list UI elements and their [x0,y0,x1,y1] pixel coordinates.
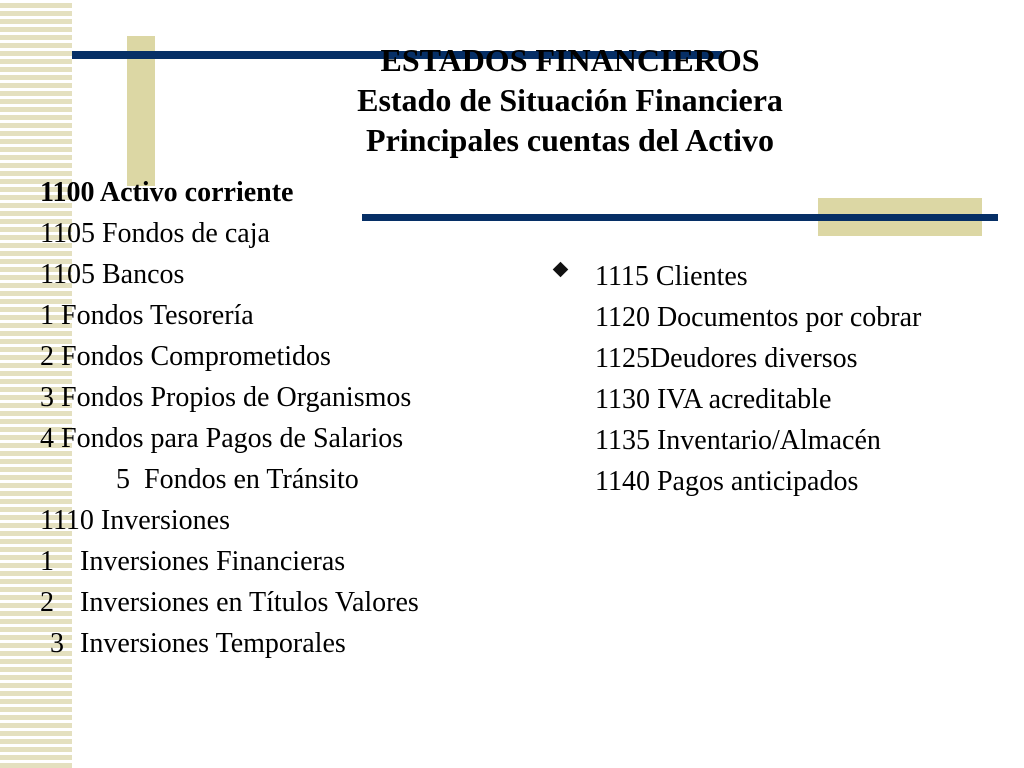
item-label: Inversiones Temporales [80,628,346,659]
list-item-inventario: 1135 Inventario/Almacén [595,425,881,456]
list-item-transito: 5 Fondos en Tránsito [116,464,359,495]
list-item-bancos: 1105 Bancos [40,259,185,290]
title-line-2: Estado de Situación Financiera [357,82,783,118]
list-item-inv-titulos [40,582,419,623]
left-column [40,172,419,664]
list-item-propios: 3 Fondos Propios de Organismos [40,382,412,413]
right-list [595,256,975,502]
list-item-caja: 1105 Fondos de caja [40,218,270,249]
item-number: 1 [40,546,54,577]
list-item-inv-financieras [40,541,419,582]
slide-title [170,40,970,160]
list-item-inv-temporales [40,623,419,664]
title-line-3: Principales cuentas del Activo [366,122,774,158]
section-heading: 1100 Activo corriente [40,177,294,208]
list-item-comprometidos: 2 Fondos Comprometidos [40,341,331,372]
list-item-tesoreria: 1 Fondos Tesorería [40,300,254,331]
list-item-clientes: 1115 Clientes [595,261,748,292]
item-number: 3 [50,628,64,659]
title-line-1: ESTADOS FINANCIEROS [380,42,760,78]
decorative-middle-line [362,214,998,221]
item-label: Inversiones Financieras [80,546,346,577]
list-item-documentos: 1120 Documentos por cobrar [595,302,922,333]
list-item-pagos: 1140 Pagos anticipados [595,466,859,497]
list-item-salarios: 4 Fondos para Pagos de Salarios [40,423,404,454]
list-item-inversiones: 1110 Inversiones [40,505,230,536]
item-number: 2 [40,587,54,618]
list-item-deudores: 1125Deudores diversos [595,343,858,374]
item-label: Inversiones en Títulos Valores [80,587,419,618]
diamond-bullet-icon [553,262,569,278]
list-item-iva: 1130 IVA acreditable [595,384,832,415]
